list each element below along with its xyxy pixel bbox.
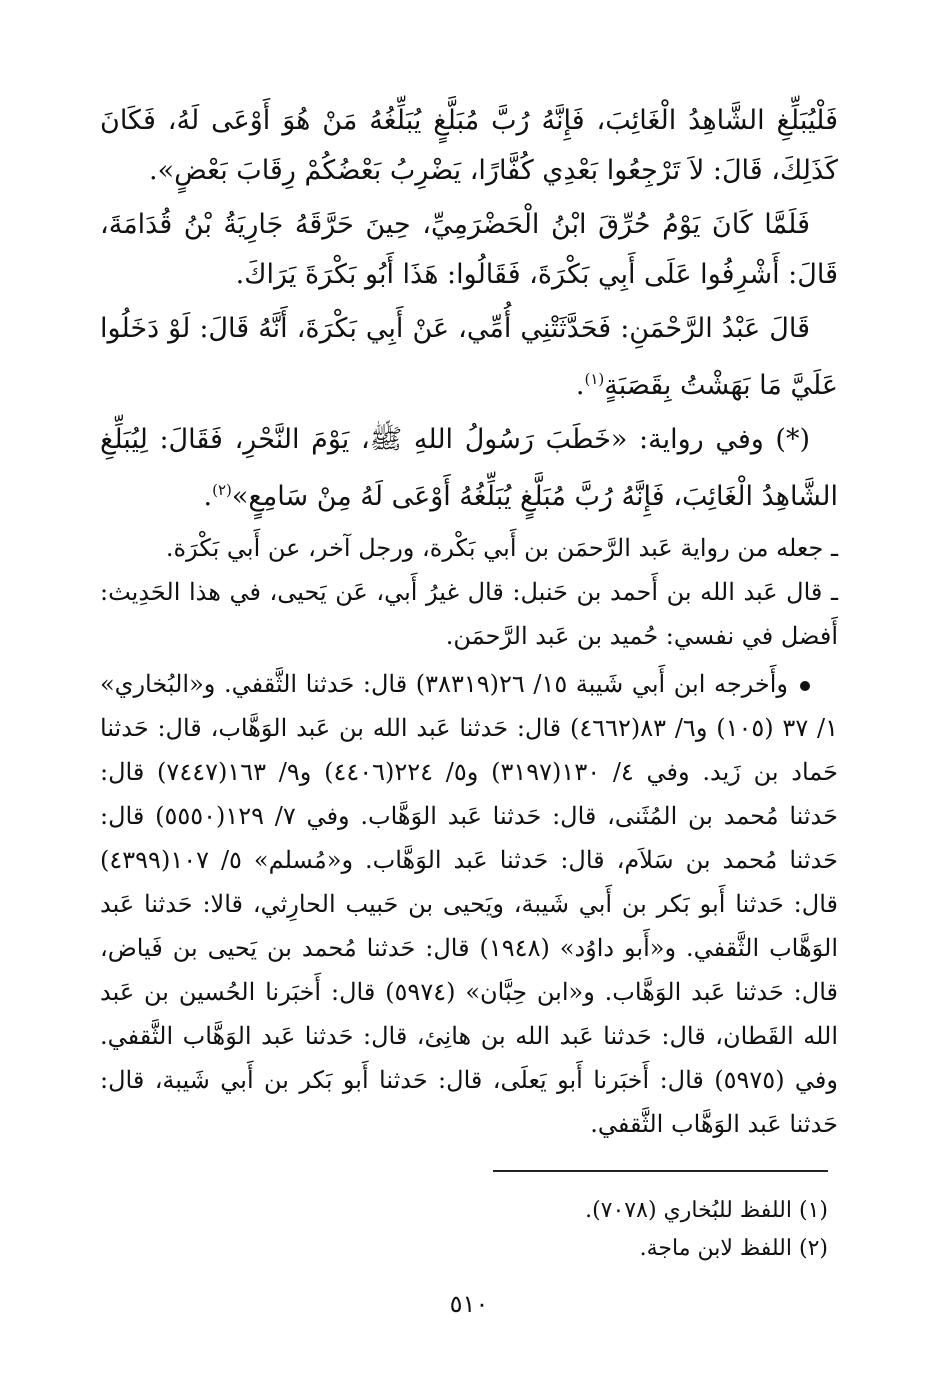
page-number: ٥١٠ [449, 1290, 489, 1318]
takhrij-text: وأَخرجه ابن أَبي شَيبة ١٥/ ٢٦(٣٨٣١٩) قال: حَدثنا الثَّقفي. و«البُخاري» ١/ ٣٧ (١٠٥) و٦/ ٨٣(٤٦٦٢) قال: حَدثنا عَبد الله بن عَبد الوَهَّاب، قال: حَدثنا حَماد بن زَيد. وفي ٤/ ١٣٠(٣١٩٧) و٥/ ٢٢٤(٤٤٠٦) و٩/ ١٦٣(٧٤٤٧) قال: حَدثنا مُحمد بن المُثَنى، قال: حَدثنا عَبد الوَهَّاب. وفي ٧/ ١٢٩(٥٥٥٠) قال: حَدثنا مُحمد بن سَلاَم، قال: حَدثنا عَبد الوَهَّاب. و«مُسلم» ٥/ ١٠٧(٤٣٩٩) قال: حَدثنا أَبو بَكر بن أَبي شَيبة، ويَحيى بن حَبيب الحارِثي، قالا: حَدثنا عَبد الوَهَّاب الثَّقفي. و«أَبو داوُد» (١٩٤٨) قال: حَدثنا مُحمد بن يَحيى بن فَياض، قال: حَدثنا عَبد الوَهَّاب. و«ابن حِبَّان» (٥٩٧٤) قال: أَخبَرنا الحُسين بن عَبد الله القَطان، قال: حَدثنا عَبد الله بن هانِئ، قال: حَدثنا عَبد الوَهَّاب الثَّقفي. وفي (٥٩٧٥) قال: أَخبَرنا أَبو يَعلَى، قال: حَدثنا أَبو بَكر بن أَبي شَيبة، قال: حَدثنا عَبد الوَهَّاب الثَّقفي. [100, 670, 839, 1138]
paragraph-2-text: فَلَمَّا كَانَ يَوْمُ حُرِّقَ ابْنُ الْحَضْرَمِيِّ، حِينَ حَرَّقَهُ جَارِيَةُ بْنُ قُدَامَةَ، قَالَ: أَشْرِفُوا عَلَى أَبِي بَكْرَةَ، فَقَالُوا: هَذَا أَبُو بَكْرَةَ يَرَاكَ. [100, 209, 838, 290]
commentary-line-1: ـ جعله من رواية عَبد الرَّحمَن بن أَبي بَكْرة، ورجل آخر، عن أَبي بَكْرَة. [165, 534, 838, 562]
footnote-separator [493, 1170, 828, 1172]
bullet-icon [800, 681, 810, 691]
paragraph-2 [100, 200, 838, 300]
paragraph-4-text: (*) وفي رواية: «خَطَبَ رَسُولُ اللهِ ﷺ، يَوْمَ النَّحْرِ، فَقَالَ: لِيُبَلِّغِ الشَّاهِدُ الْغَائِبَ، فَإِنَّهُ رُبَّ مُبَلَّغٍ يُبَلِّغُهُ أَوْعَى لَهُ مِنْ سَامِعٍ» [100, 424, 838, 512]
footnote-ref-1[interactable]: (١) [584, 370, 605, 388]
paragraph-3-end: . [575, 370, 585, 401]
footnote-ref-2[interactable]: (٢) [212, 481, 232, 499]
paragraph-1-text: فَلْيُبَلِّغِ الشَّاهِدُ الْغَائِبَ، فَإِنَّهُ رُبَّ مُبَلَّغٍ يُبَلِّغُهُ مَنْ هُوَ أَوْعَى لَهُ، فَكَانَ كَذَلِكَ، قَالَ: لاَ تَرْجِعُوا بَعْدِي كُفَّارًا، يَضْرِبُ بَعْضُكُمْ رِقَابَ بَعْضٍ». [100, 105, 838, 186]
paragraph-3-text: قَالَ عَبْدُ الرَّحْمَنِ: فَحَدَّثَتْنِي أُمِّي، عَنْ أَبِي بَكْرَةَ، أَنَّهُ قَالَ: لَوْ دَخَلُوا عَلَيَّ مَا بَهَشْتُ بِقَصَبَةٍ [100, 313, 838, 401]
footnote-2: (٢) اللفظ لابن ماجة. [639, 1236, 828, 1261]
paragraph-3 [100, 304, 838, 411]
paragraph-4 [100, 415, 838, 522]
footnotes [110, 1192, 828, 1268]
commentary-line-2: ـ قال عَبد الله بن أَحمد بن حَنبل: قال غيرُ أَبي، عَن يَحيى، في هذا الحَدِيث: أَفضل في نفسي: حُميد بن عَبد الرَّحمَن. [100, 578, 838, 650]
paragraph-1 [100, 96, 838, 196]
takhrij-paragraph [100, 662, 838, 1146]
paragraph-4-end: . [203, 481, 213, 512]
main-text [100, 96, 838, 1146]
footnote-1: (١) اللفظ للبُخاري (٧٠٧٨). [585, 1198, 828, 1223]
